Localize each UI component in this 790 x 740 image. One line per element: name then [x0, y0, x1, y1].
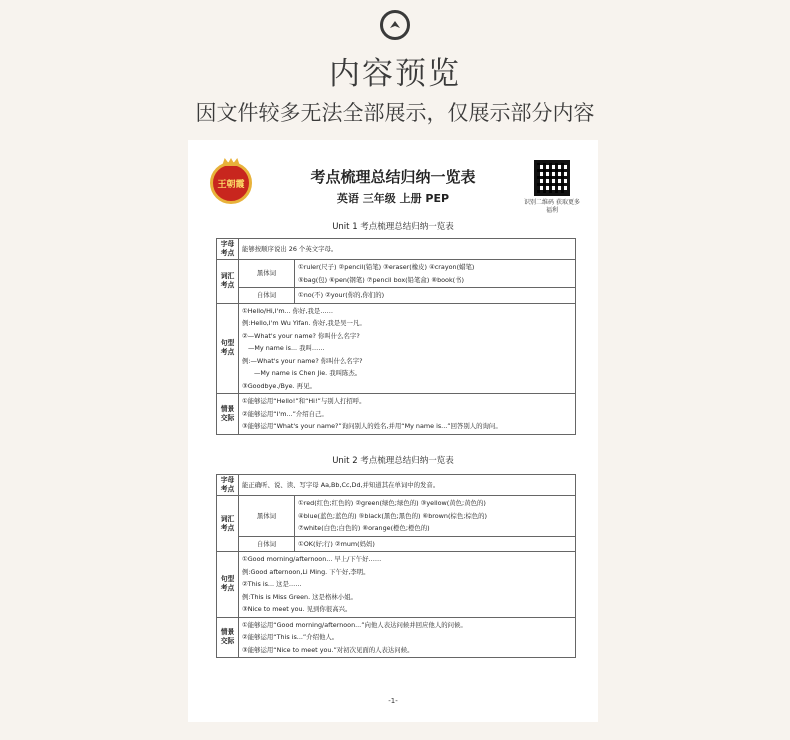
sub-label: 黑体词 [239, 260, 295, 288]
situation-line: ①能够运用“Good morning/afternoon...”向他人表达问候并回应他人的问候。 [242, 620, 467, 629]
letters-text: 能正确听、说、读、写字母 Aa,Bb,Cc,Dd,并知道其在单词中的发音。 [239, 475, 576, 496]
sub-label: 自体词 [239, 536, 295, 552]
sentence-line: 例:—What's your name? 你叫什么名字? [242, 356, 363, 365]
table-row [217, 496, 576, 537]
table-row [217, 536, 576, 552]
category-label: 句型考点 [217, 303, 239, 394]
category-label: 句型考点 [217, 552, 239, 618]
sentence-line: 例:This is Miss Green. 这是格林小姐。 [242, 592, 357, 601]
document-title: 考点梳理总结归纳一览表 [310, 168, 476, 186]
word-line: ④blue(蓝色;蓝色的) ⑤black(黑色;黑色的) ⑥brown(棕色;棕色的) [298, 511, 488, 520]
unit2-table [216, 474, 576, 658]
qr-code-icon [534, 160, 570, 196]
core-words [295, 496, 576, 537]
table-row [217, 239, 576, 260]
unit1-table [216, 238, 576, 435]
word-line: ⑤bag(包) ⑥pen(钢笔) ⑦pencil box(铅笔盒) ⑧book(书) [298, 275, 465, 284]
situation-line: ①能够运用“Hello!”和“Hi!”与别人打招呼。 [242, 397, 366, 405]
sentence-list [239, 552, 576, 618]
category-label: 词汇考点 [217, 496, 239, 552]
sentence-line: ③Nice to meet you. 见到你很高兴。 [242, 605, 352, 613]
category-label: 情景交际 [217, 394, 239, 435]
situation-line: ③能够运用“Nice to meet you.”对初次见面的人表达问候。 [242, 645, 414, 654]
logo-text: 王朝霞 [217, 179, 245, 190]
word-line: ①red(红色;红色的) ②green(绿色;绿色的) ③yellow(黄色;黄色的) [298, 499, 486, 507]
table-row [217, 552, 576, 618]
crown-icon [222, 158, 240, 166]
chevron-up-circle-icon[interactable] [380, 10, 410, 40]
table-row [217, 475, 576, 496]
table-row [217, 394, 576, 435]
sentence-line: —My name is... 我叫…… [248, 344, 325, 352]
sentence-line: 例:Good afternoon,Li Ming. 下午好,李明。 [242, 567, 370, 576]
unit2-title: Unit 2 考点梳理总结归纳一览表 [332, 456, 454, 466]
table-row [217, 303, 576, 394]
sentence-line: —My name is Chen Jie. 我叫陈杰。 [254, 369, 362, 377]
sentence-list [239, 303, 576, 394]
table-row [217, 617, 576, 658]
sentence-line: ②—What's your name? 你叫什么名字? [242, 331, 360, 340]
unit1-title: Unit 1 考点梳理总结归纳一览表 [332, 222, 454, 232]
word-line: ①ruler(尺子) ②pencil(铅笔) ③eraser(橡皮) ④crayon(蜡笔) [298, 263, 475, 271]
category-label: 字母考点 [217, 239, 239, 260]
situation-line: ②能够运用“I'm...”介绍自己。 [242, 409, 328, 418]
sentence-line: ①Hello/Hi,I'm... 你好,我是…… [242, 306, 334, 315]
preview-subtitle: 因文件较多无法全部展示，仅展示部分内容 [195, 101, 595, 125]
document-subtitle: 英语 三年级 上册 PEP [336, 192, 450, 205]
situation-list [239, 394, 576, 435]
situation-list [239, 617, 576, 658]
self-words: ①no(不) ②your(你的,你们的) [295, 288, 576, 304]
letters-text: 能够按顺序说出 26 个英文字母。 [239, 239, 576, 260]
table-row [217, 260, 576, 288]
sentence-line: ①Good morning/afternoon... 早上/下午好…… [242, 555, 382, 563]
core-words [295, 260, 576, 288]
category-label: 字母考点 [217, 475, 239, 496]
sentence-line: ②This is... 这是…… [242, 580, 302, 588]
situation-line: ②能够运用“This is...”介绍他人。 [242, 633, 339, 641]
self-words: ①OK(好;行) ②mum(妈妈) [295, 536, 576, 552]
category-label: 词汇考点 [217, 260, 239, 304]
sub-label: 自体词 [239, 288, 295, 304]
document-page [188, 140, 598, 722]
page-number: -1- [388, 697, 398, 705]
sub-label: 黑体词 [239, 496, 295, 537]
table-row [217, 288, 576, 304]
preview-title: 内容预览 [329, 56, 461, 92]
sentence-line: ③Goodbye./Bye. 再见。 [242, 381, 316, 390]
word-line: ⑦white(白色;白色的) ⑧orange(橙色;橙色的) [298, 524, 430, 532]
sentence-line: 例:Hello,I'm Wu Yifan. 你好,我是吴一凡。 [242, 319, 366, 327]
qr-caption: 识别二维码 获取更多福利 [524, 199, 580, 214]
category-label: 情景交际 [217, 617, 239, 658]
situation-line: ③能够运用“What's your name?”询问别人的姓名,并用“My name is...”回答别人的询问。 [242, 422, 502, 430]
